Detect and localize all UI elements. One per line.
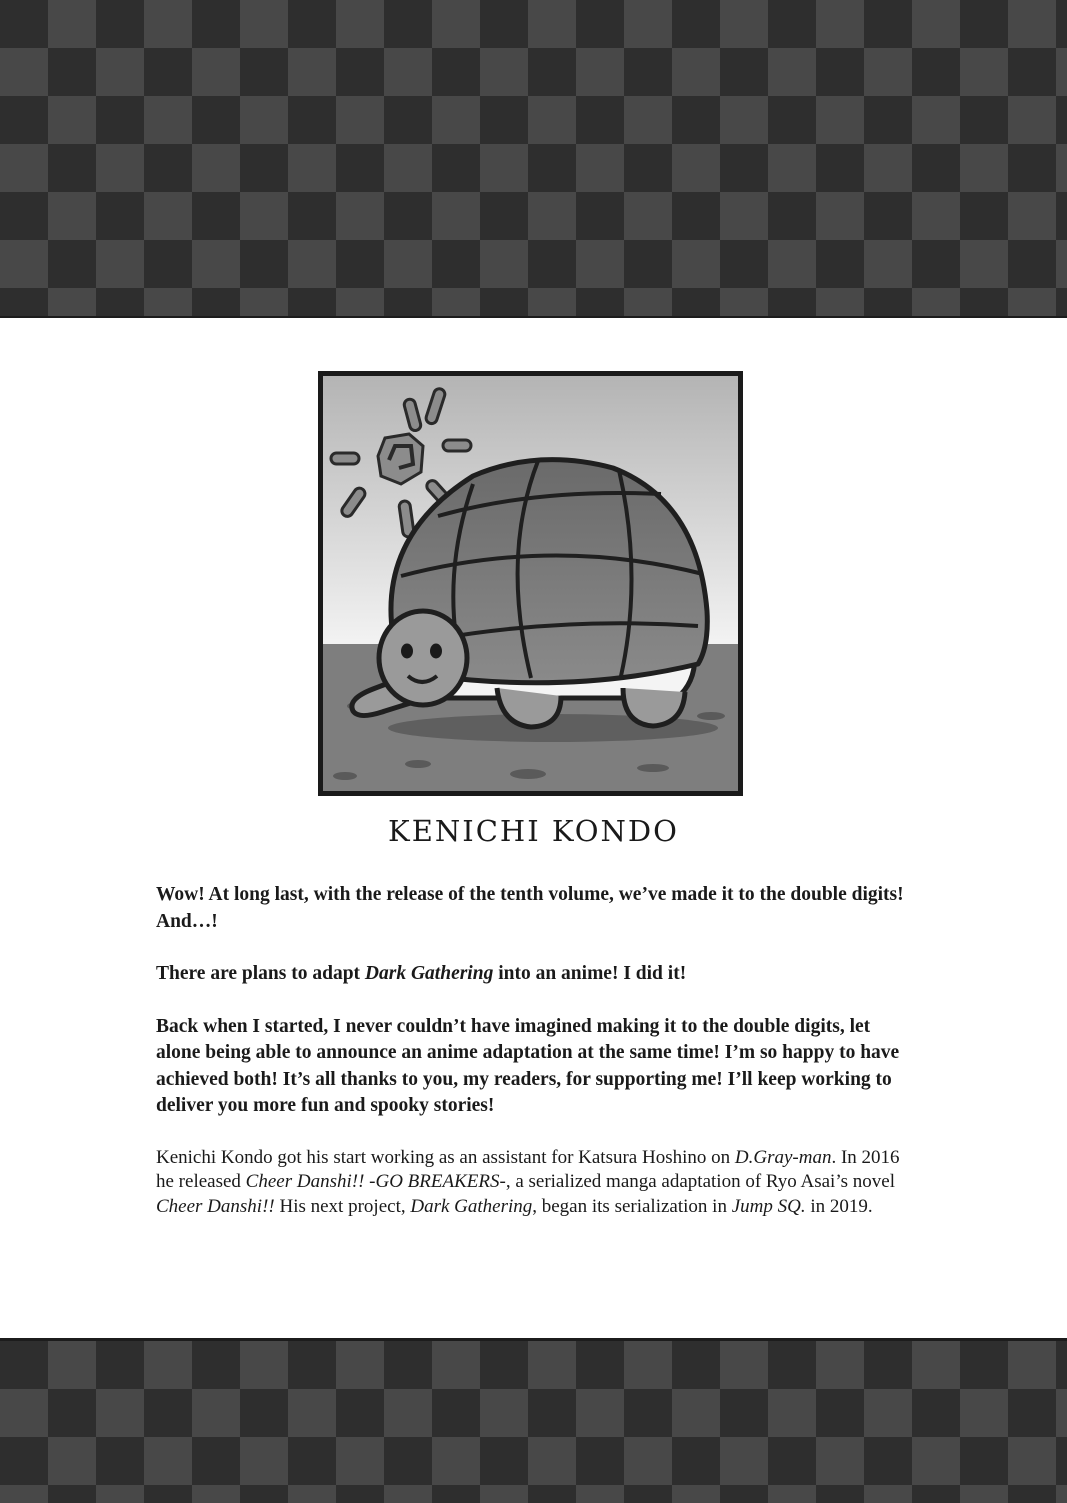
turtle-back-leg	[623, 688, 685, 726]
author-portrait-turtle	[318, 371, 743, 796]
bio-text: His next project,	[274, 1195, 411, 1217]
checker-band-bottom	[0, 1338, 1067, 1503]
message-paragraph-1: Wow! At long last, with the release of the tenth volume, we’ve made it to the double digits! And…!	[156, 884, 904, 932]
checker-band-top	[0, 0, 1067, 318]
bio-text: , a serialized manga adaptation of Ryo Asai’s novel	[505, 1171, 895, 1192]
work-title: Dark Gathering	[410, 1195, 533, 1217]
bio-text: Kenichi Kondo got his start working as an assistant for Katsura Hoshino on	[156, 1146, 735, 1168]
bio-text: . In 2016 he released	[156, 1146, 900, 1192]
author-message	[156, 882, 916, 1120]
work-title: Jump SQ.	[731, 1195, 806, 1217]
message-text: There are plans to adapt	[156, 963, 365, 984]
author-bio	[156, 1146, 916, 1220]
message-paragraph-2	[156, 961, 916, 988]
work-title: Cheer Danshi!!	[156, 1195, 275, 1217]
work-title: D.Gray-man	[734, 1146, 832, 1168]
bio-text: in 2019.	[805, 1195, 873, 1217]
work-title: Cheer Danshi!! -GO BREAKERS-	[245, 1171, 506, 1192]
author-comment	[156, 882, 916, 1219]
turtle-illustration	[323, 376, 738, 791]
author-name: KENICHI KONDO	[388, 814, 679, 848]
turtle-right-eye	[430, 644, 442, 659]
series-title: Dark Gathering	[364, 963, 494, 984]
bio-text: , began its serialization in	[532, 1195, 732, 1217]
turtle-head	[379, 611, 467, 705]
message-text: into an anime! I did it!	[493, 963, 687, 984]
message-paragraph-3: Back when I started, I never couldn’t have imagined making it to the double digits, let alone being able to announce an anime adaptation at the same time! I’m so happy to have achieved both! It’s all thanks to you, my readers, for supporting me! I’ll keep working to deliver you more fun and spooky stories!	[156, 1015, 900, 1116]
turtle-left-eye	[401, 644, 413, 659]
